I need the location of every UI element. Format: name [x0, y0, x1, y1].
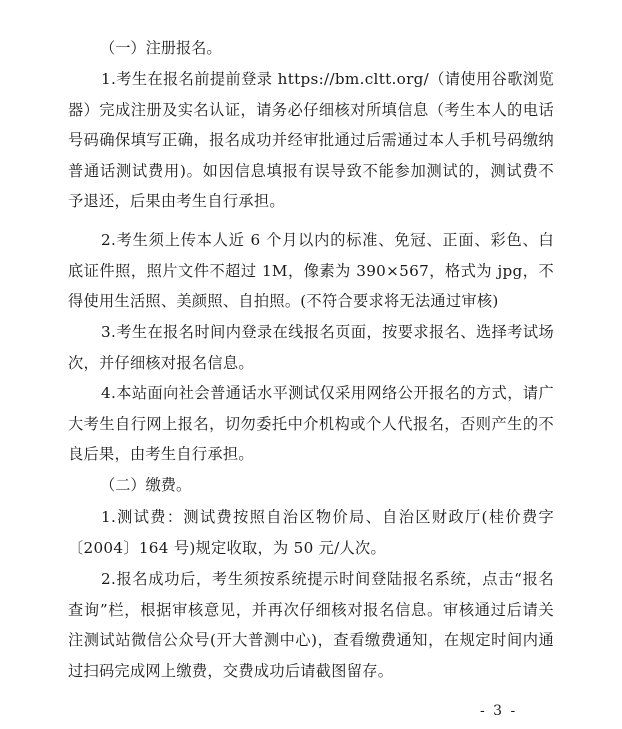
paragraph-payment-2: 2.报名成功后，考生须按系统提示时间登陆报名系统，点击“报名查询”栏，根据审核意见，并再次仔细核对报名信息。审核通过后请关注测试站微信公众号(开大普测中心)，查看缴费通知，在规定时间内通过扫码完成网上缴费，交费成功后请截图留存。 — [68, 570, 554, 680]
paragraph-registration-4: 4.本站面向社会普通话水平测试仅采用网络公开报名的方式，请广大考生自行网上报名，切勿委托中介机构或个人代报名，否则产生的不良后果，由考生自行承担。 — [68, 384, 554, 463]
section-heading-registration: （一）注册报名。 — [100, 39, 222, 57]
paragraph-registration-2: 2.考生须上传本人近 6 个月以内的标准、免冠、正面、彩色、白底证件照，照片文件不超过 1M，像素为 390×567，格式为 jpg，不得使用生活照、美颜照、自拍照。(不符合要求将无法通过审核) — [68, 231, 554, 310]
page-number: - 3 - — [480, 703, 518, 719]
section-heading-payment: （二）缴费。 — [100, 476, 192, 494]
paragraph-registration-3: 3.考生在报名时间内登录在线报名页面，按要求报名、选择考试场次，并仔细核对报名信息。 — [68, 323, 554, 372]
paragraph-registration-1: 1.考生在报名前提前登录 https://bm.cltt.org/（请使用谷歌浏览器）完成注册及实名认证，请务必仔细核对所填信息（考生本人的电话号码确保填写正确，报名成功并经审批通过后需通过本人手机号码缴纳普通话测试费用)。如因信息填报有误导致不能参加测试的，测试费不予退还，后果由考生自行承担。 — [68, 70, 554, 210]
paragraph-payment-1: 1.测试费：测试费按照自治区物价局、自治区财政厅(桂价费字〔2004〕164 号)规定收取，为 50 元/人次。 — [68, 508, 554, 557]
